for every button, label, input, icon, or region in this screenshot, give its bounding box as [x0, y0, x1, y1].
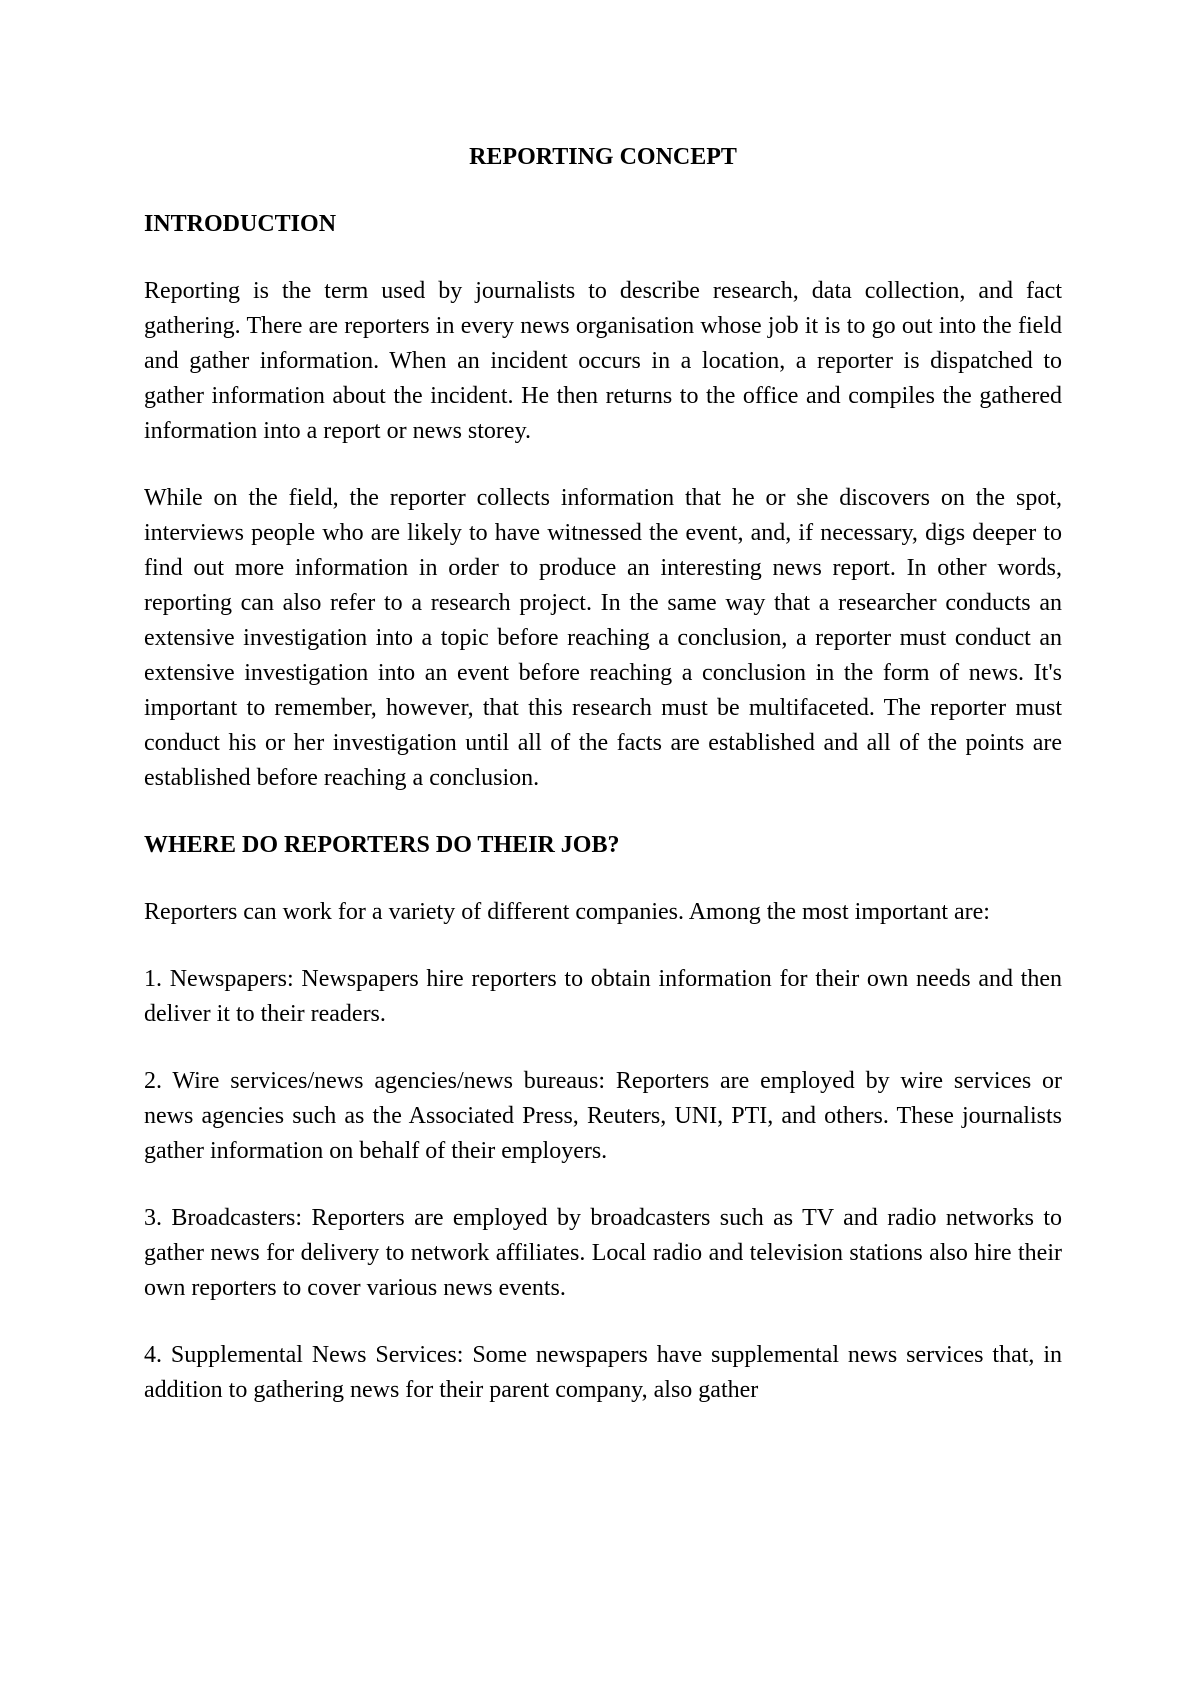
list-item-newspapers: 1. Newspapers: Newspapers hire reporters to obtain information for their own needs and then deliver it to their readers. — [144, 966, 1062, 1027]
intro-paragraph-1: Reporting is the term used by journalists to describe research, data collection, and fact gathering. There are reporters in every news organisation whose job it is to go out into the field and gather information. When an incident occurs in a location, a reporter is dispatched to gather information about the incident. He then returns to the office and compiles the gathered information into a report or news storey. — [144, 278, 1062, 444]
document-page — [144, 140, 1062, 1408]
list-item-wire-services: 2. Wire services/news agencies/news bureaus: Reporters are employed by wire services or news agencies such as the Associated Press, Reuters, UNI, PTI, and others. These journalists gather information on behalf of their employers. — [144, 1068, 1062, 1164]
section-heading-introduction: INTRODUCTION — [144, 211, 337, 237]
intro-paragraph-2: While on the field, the reporter collects information that he or she discovers on the spot, interviews people who are likely to have witnessed the event, and, if necessary, digs deeper to find out more information in order to produce an interesting news report. In other words, reporting can also refer to a research project. In the same way that a researcher conducts an extensive investigation into a topic before reaching a conclusion, a reporter must conduct an extensive investigation into an event before reaching a conclusion in the form of news. It's important to remember, however, that this research must be multifaceted. The reporter must conduct his or her investigation until all of the facts are established and all of the points are established before reaching a conclusion. — [144, 485, 1062, 791]
list-item-supplemental-news: 4. Supplemental News Services: Some newspapers have supplemental news services that, in addition to gathering news for their parent company, also gather — [144, 1342, 1062, 1403]
section-heading-where: WHERE DO REPORTERS DO THEIR JOB? — [144, 832, 620, 858]
list-item-broadcasters: 3. Broadcasters: Reporters are employed by broadcasters such as TV and radio networks to gather news for delivery to network affiliates. Local radio and television stations also hire their own reporters to cover various news events. — [144, 1205, 1062, 1301]
document-title: REPORTING CONCEPT — [469, 144, 737, 170]
where-intro-paragraph: Reporters can work for a variety of different companies. Among the most important are: — [144, 899, 990, 925]
